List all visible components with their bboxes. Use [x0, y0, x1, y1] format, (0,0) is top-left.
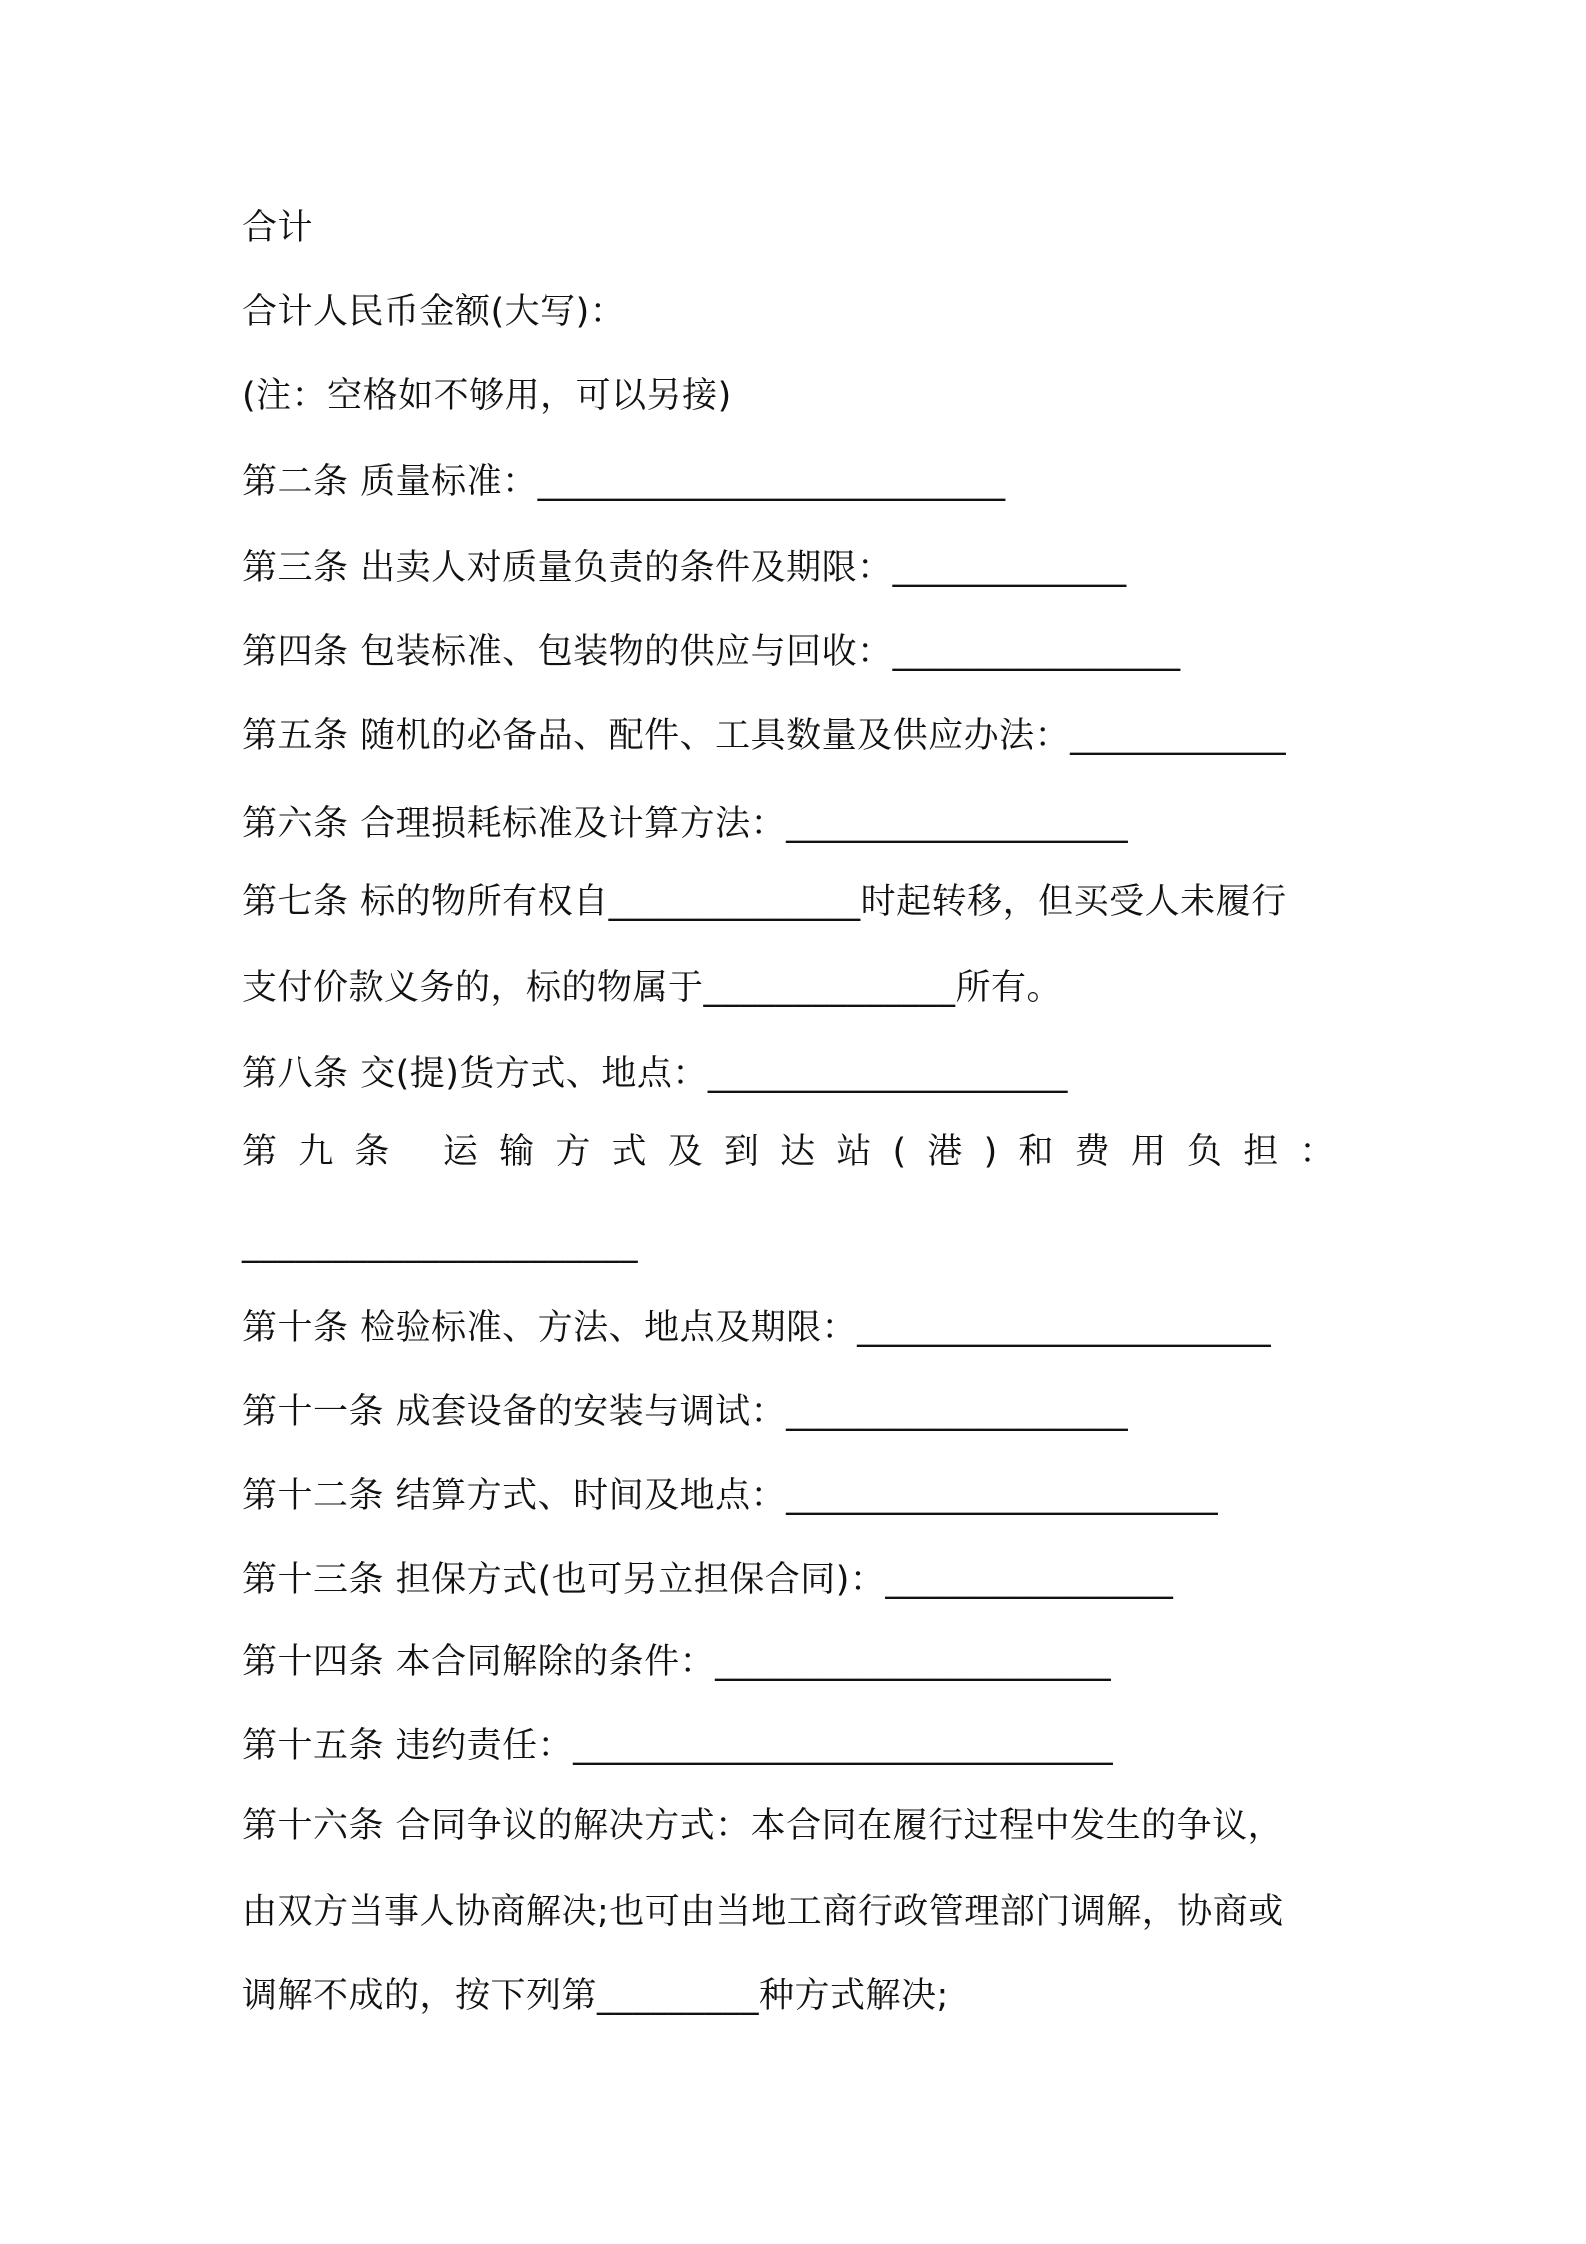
- clause-14-termination: 第十四条 本合同解除的条件：______________________: [242, 1642, 1112, 1682]
- note-line: (注：空格如不够用，可以另接): [242, 376, 732, 416]
- clause-16-continuation-1: 由双方当事人协商解决;也可由当地工商行政管理部门调解，协商或: [242, 1892, 1284, 1932]
- clause-16-dispute: 第十六条 合同争议的解决方式：本合同在履行过程中发生的争议，: [242, 1806, 1284, 1846]
- clause-11-installation: 第十一条 成套设备的安装与调试：___________________: [242, 1392, 1129, 1432]
- clause-6-loss-standard: 第六条 合理损耗标准及计算方法：___________________: [242, 804, 1129, 844]
- clause-16-continuation-2: 调解不成的，按下列第_________种方式解决;: [242, 1976, 949, 2016]
- clause-15-liability: 第十五条 违约责任：______________________________: [242, 1726, 1114, 1766]
- clause-12-settlement: 第十二条 结算方式、时间及地点：________________________: [242, 1476, 1219, 1516]
- clause-2-quality-standard: 第二条 质量标准：__________________________: [242, 462, 1006, 502]
- heading-total: 合计: [242, 208, 314, 248]
- total-amount-rmb-label: 合计人民币金额(大写)：: [242, 292, 626, 332]
- clause-9-blank: ______________________: [242, 1224, 638, 1264]
- clause-7-continuation: 支付价款义务的，标的物属于______________所有。: [242, 968, 1063, 1008]
- clause-8-delivery: 第八条 交(提)货方式、地点：____________________: [242, 1054, 1068, 1094]
- clause-13-guarantee: 第十三条 担保方式(也可另立担保合同)：________________: [242, 1560, 1174, 1600]
- clause-9-transport: 第九条 运输方式及到达站(港)和费用负担：: [242, 1132, 1356, 1172]
- clause-4-packaging: 第四条 包装标准、包装物的供应与回收：________________: [242, 632, 1181, 672]
- clause-7-ownership-transfer: 第七条 标的物所有权自______________时起转移，但买受人未履行: [242, 882, 1287, 922]
- clause-5-accessories: 第五条 随机的必备品、配件、工具数量及供应办法：____________: [242, 716, 1287, 756]
- clause-10-inspection: 第十条 检验标准、方法、地点及期限：_______________________: [242, 1308, 1272, 1348]
- clause-3-seller-quality-liability: 第三条 出卖人对质量负责的条件及期限：_____________: [242, 548, 1127, 588]
